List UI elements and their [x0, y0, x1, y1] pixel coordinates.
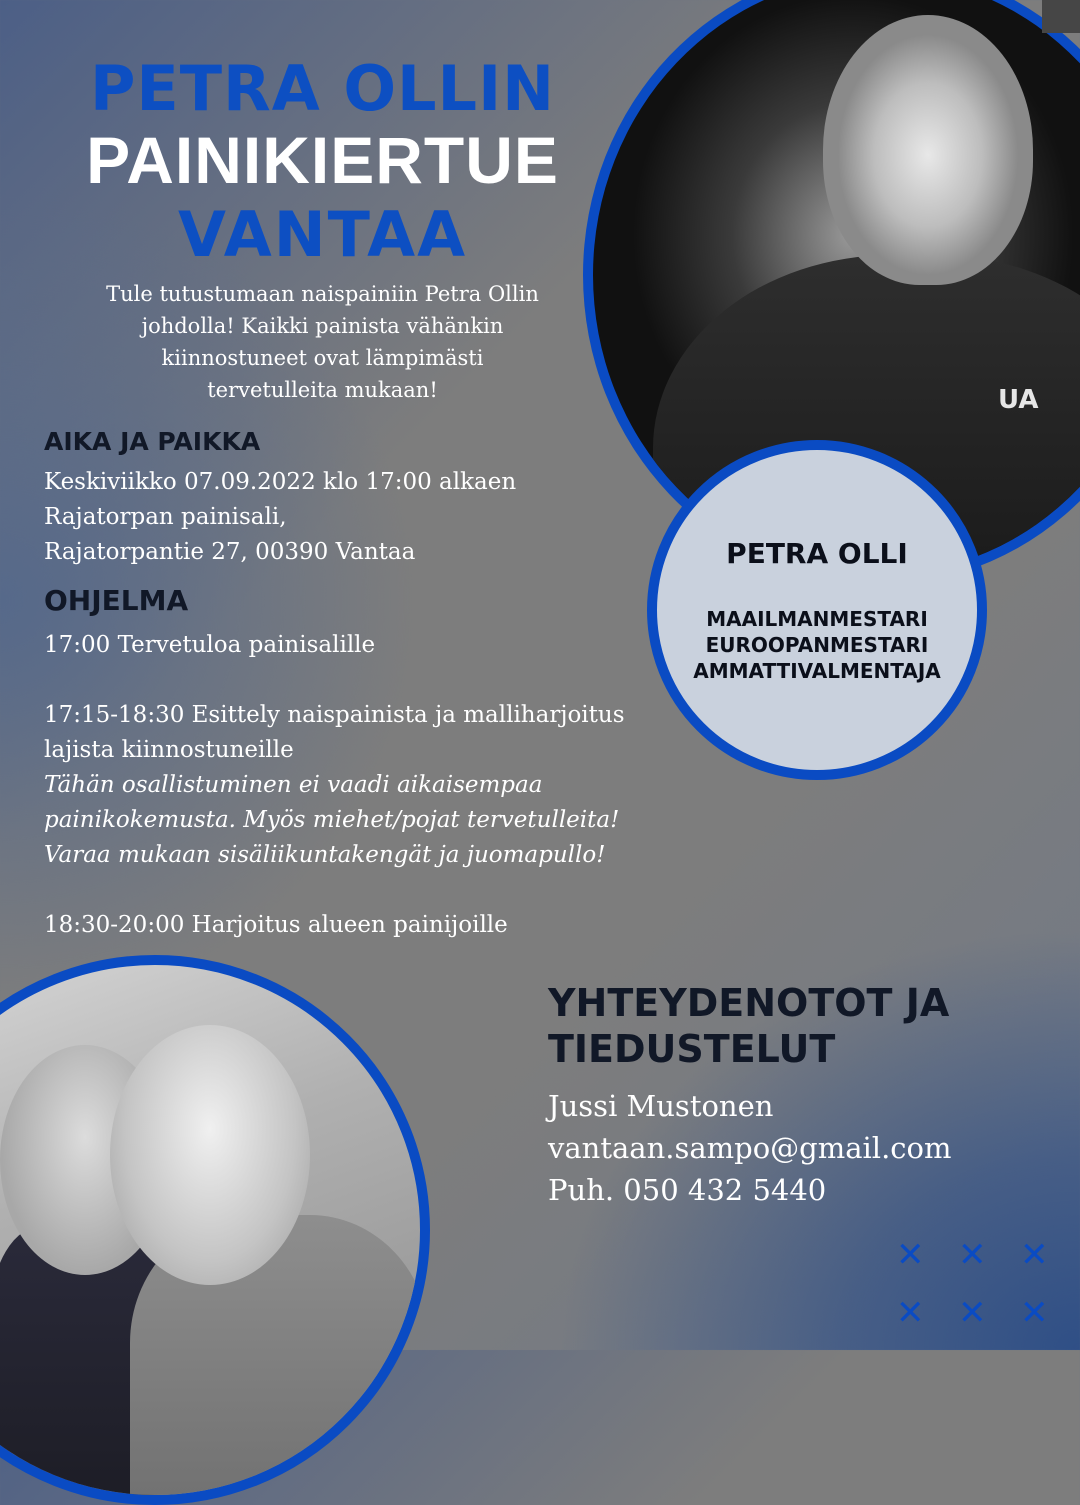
coach-title: MAAILMANMESTARI [706, 607, 928, 631]
intro-text [70, 278, 575, 406]
wrestling-photo [0, 955, 430, 1505]
wrestler-head-shape [110, 1025, 310, 1285]
contacts-heading [548, 980, 1048, 1072]
contact-email-link[interactable]: vantaan.sampo@gmail.com [548, 1131, 952, 1165]
x-mark-icon: ✕ [1020, 1235, 1049, 1275]
event-date: Keskiviikko 07.09.2022 klo 17:00 alkaen [44, 469, 517, 495]
x-mark-icon: ✕ [1020, 1293, 1049, 1333]
corner-decoration [1042, 0, 1080, 33]
program-item-training: 18:30-20:00 Harjoitus alueen painijoille [44, 912, 508, 938]
program-item-line: 17:15-18:30 Esittely naispainista ja malliharjoitus [44, 702, 625, 728]
venue-name: Rajatorpan painisali, [44, 504, 287, 530]
program-item-note [44, 768, 619, 873]
program-item-intro [44, 698, 625, 768]
coach-info-circle [647, 440, 987, 780]
venue-address: Rajatorpantie 27, 00390 Vantaa [44, 539, 416, 565]
title-line-2: PAINIKIERTUE [86, 123, 559, 197]
program-heading: OHJELMA [44, 584, 189, 617]
contact-name: Jussi Mustonen [548, 1089, 774, 1123]
x-mark-icon: ✕ [958, 1293, 987, 1333]
intro-line: kiinnostuneet ovat lämpimästi [161, 346, 484, 370]
coach-name: PETRA OLLI [726, 537, 908, 570]
coach-title: AMMATTIVALMENTAJA [693, 659, 941, 683]
contact-details [548, 1085, 952, 1211]
coach-title: EUROOPANMESTARI [705, 633, 929, 657]
title-line-3: VANTAA [177, 198, 468, 271]
contacts-heading-line: TIEDUSTELUT [548, 1027, 836, 1071]
x-mark-icon: ✕ [896, 1293, 925, 1333]
intro-line: johdolla! Kaikki painista vähänkin [141, 314, 504, 338]
program-note-line: painikokemusta. Myös miehet/pojat tervetulleita! [44, 807, 620, 833]
brand-logo-icon: UA [998, 385, 1039, 415]
contact-phone: Puh. 050 432 5440 [548, 1173, 827, 1207]
time-place-heading: AIKA JA PAIKKA [44, 427, 261, 456]
program-note-line: Varaa mukaan sisäliikuntakengät ja juomapullo! [44, 842, 606, 868]
intro-line: tervetulleita mukaan! [207, 378, 438, 402]
program-item-welcome: 17:00 Tervetuloa painisalille [44, 632, 376, 658]
contacts-heading-line: YHTEYDENOTOT JA [548, 981, 950, 1025]
x-mark-icon: ✕ [896, 1235, 925, 1275]
face-shape [823, 15, 1033, 285]
coach-titles [657, 606, 977, 684]
program-note-line: Tähän osallistuminen ei vaadi aikaisempaa [44, 772, 543, 798]
time-place-text [44, 465, 516, 570]
x-mark-icon: ✕ [958, 1235, 987, 1275]
program-item-line: lajista kiinnostuneille [44, 737, 294, 763]
intro-line: Tule tutustumaan naispainiin Petra Ollin [106, 282, 539, 306]
title-line-1: PETRA OLLIN [89, 52, 556, 125]
